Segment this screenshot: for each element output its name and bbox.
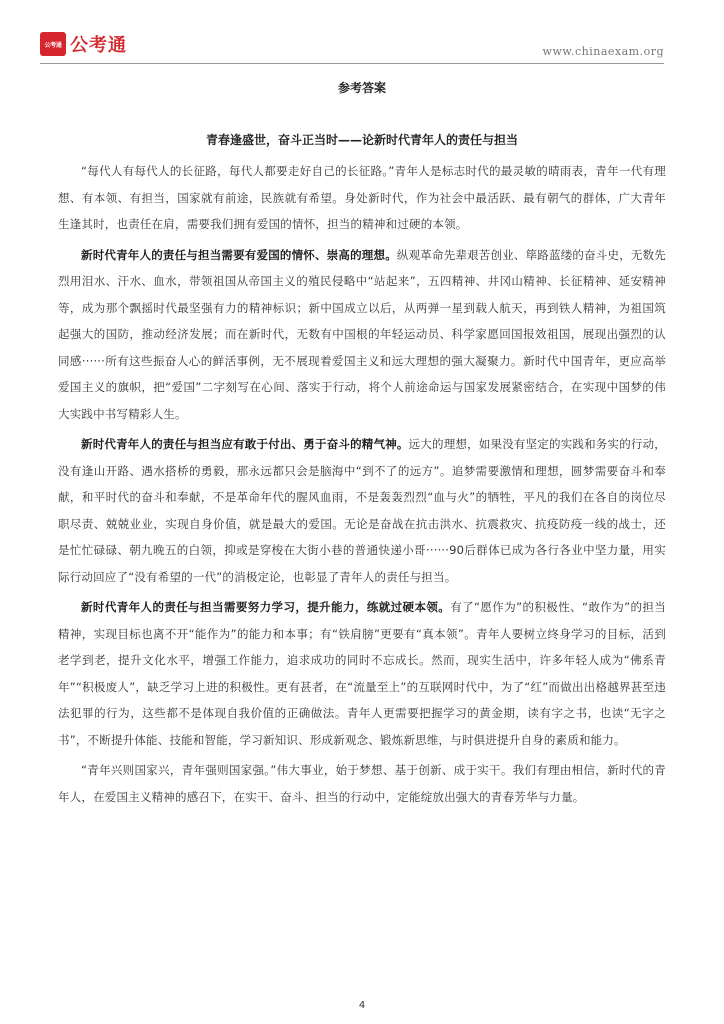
document-title: 参考答案 [337,81,386,95]
paragraph-lead: 新时代青年人的责任与担当需要有爱国的情怀、崇高的理想。 [81,247,397,262]
page-header [40,30,664,64]
paragraph-learning [58,594,666,753]
site-url-link[interactable]: www.chinaexam.org [542,45,664,58]
paragraph-intro [58,158,666,238]
paragraph-conclusion [58,757,666,810]
paragraph-struggle [58,431,666,590]
paragraph-text: “青年兴则国家兴，青年强则国家强。”伟大事业，始于梦想、基于创新、成于实干。我们有理由相信，新时代的青年人，在爱国主义精神的感召下，在实干、奋斗、担当的行动中，定能绽放出强大的青春芳华与力量。 [58,763,666,804]
essay-body [58,158,666,810]
essay-title: 青春逢盛世，奋斗正当时——论新时代青年人的责任与担当 [205,133,518,147]
paragraph-text: 纵观革命先辈艰苦创业、筚路蓝缕的奋斗史，无数先烈用泪水、汗水、血水，带领祖国从帝国主义的殖民侵略中“站起来”，五四精神、井冈山精神、长征精神、延安精神等，成为那个飘摇时代最坚强有力的精神标识；新中国成立以后，从两弹一星到载人航天，再到铁人精神，为祖国筑起强大的国防，推动经济发展；而在新时代，无数有中国根的年轻运动员、科学家愿回国报效祖国，展现出强烈的认同感······所有这些振奋人心的鲜活事例，无不展现着爱国主义和远大理想的强大凝聚力。新时代中国青年，更应高举爱国主义的旗帜，把“爱国”二字刻写在心间、落实于行动，将个人前途命运与国家发展紧密结合，在实现中国梦的伟大实践中书写精彩人生。 [58,247,667,421]
paragraph-text: 有了“愿作为”的积极性、“敢作为”的担当精神，实现目标也离不开“能作为”的能力和本事；有“铁肩膀”更要有“真本领”。青年人要树立终身学习的目标，活到老学到老，提升文化水平，增强工作能力，追求成功的同时不忘成长。然而，现实生活中，许多年轻人成为“佛系青年”“积极废人”，缺乏学习上进的积极性。更有甚者，在“流量至上”的互联网时代中，为了“红”而做出出格越界甚至违法犯罪的行为，这些都不是体现自我价值的正确做法。青年人更需要把握学习的黄金期，读有字之书，也读“无字之书”，不断提升体能、技能和智能，学习新知识、形成新观念、锻炼新思维，与时俱进提升自身的素质和能力。 [58,600,666,747]
paragraph-lead: 新时代青年人的责任与担当应有敢于付出、勇于奋斗的精气神。 [81,437,409,451]
brand-logo[interactable] [40,30,127,58]
paragraph-text: 远大的理想，如果没有坚定的实践和务实的行动，没有逢山开路、遇水搭桥的勇毅，那永远都只会是脑海中“到不了的远方”。追梦需要激情和理想，圆梦需要奋斗和奉献，和平时代的奋斗和奉献，不是革命年代的腥风血雨，不是轰轰烈烈“血与火”的牺牲，平凡的我们在各自的岗位尽职尽责、兢兢业业，实现自身价值，就是最大的爱国。无论是奋战在抗击洪水、抗震救灾、抗疫防疫一线的战士，还是忙忙碌碌、朝九晚五的白领，抑或是穿梭在大街小巷的普通快递小哥······90后群体已成为各行各业中坚力量，用实际行动回应了“没有希望的一代”的消极定论，也彰显了青年人的责任与担当。 [58,437,667,584]
header-divider [40,63,664,64]
paragraph-lead: 新时代青年人的责任与担当需要努力学习，提升能力，练就过硬本领。 [81,600,451,614]
logo-text: 公考通 [70,35,127,56]
page-number: 4 [358,1000,366,1011]
logo-badge-icon: 公考通 [40,32,66,56]
paragraph-patriotism [58,242,666,428]
paragraph-text: “每代人有每代人的长征路，每代人都要走好自己的长征路。”青年人是标志时代的最灵敏的晴雨表，青年一代有理想、有本领、有担当，国家就有前途，民族就有希望。身处新时代，作为社会中最活跃、最有朝气的群体，广大青年生逢其时，也责任在肩，需要我们拥有爱国的情怀，担当的精神和过硬的本领。 [58,164,666,231]
